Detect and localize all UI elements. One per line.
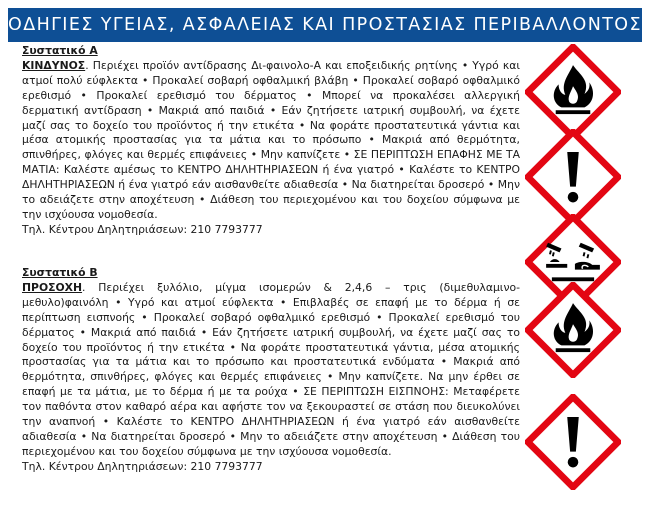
section-component-a [22, 44, 520, 238]
hazard-text [22, 59, 520, 223]
hazard-text [22, 281, 520, 460]
flame-icon [525, 282, 621, 378]
flame-icon [525, 44, 621, 140]
poison-center-phone: Τηλ. Κέντρου Δηλητηριάσεων: 210 7793777 [22, 222, 263, 236]
section-component-b [22, 266, 520, 475]
signal-word: ΠΡΟΣΟΧΗ [22, 280, 83, 294]
exclamation-icon [525, 394, 621, 490]
poison-center-phone: Τηλ. Κέντρου Δηλητηριάσεων: 210 7793777 [22, 459, 263, 473]
hazard-statements: . Περιέχει προϊόν αντίδρασης Δι-φαινολο-Α και εποξειδικής ρητίνης • Υγρό και ατμοί πολύ εύφλεκτα • Προκαλεί σοβαρή οφθαλμική βλάβη • Προκαλεί σοβαρό οφθαλμικό ερεθισμό • Προκαλεί ερεθισμό του δέρματος • Μπορεί να προκαλέσει αλλεργική δερματική αντίδραση • Μακριά από παιδιά • Εάν ζητήσετε ιατρική συμβουλή, να έχετε μαζί σας το δοχείο του προϊόντος ή την ετικέτα • Να φοράτε προστατευτικά γάντια και μέσα ατομικής προστασίας για τα μάτια και το πρόσωπο • Μακριά από θερμότητα, σπινθήρες, φλόγες και θερμές επιφάνειες • Μην καπνίζετε • ΣΕ ΠΕΡΙΠΤΩΣΗ ΕΠΑΦΗΣ ΜΕ ΤΑ ΜΑΤΙΑ: Καλέστε αμέσως το ΚΕΝΤΡΟ ΔΗΛΗΤΗΡΙΑΣΕΩΝ ή ένα γιατρό • Καλέστε το ΚΕΝΤΡΟ ΔΗΛΗΤΗΡΙΑΣΕΩΝ ή ένα γιατρό εάν αισθανθείτε αδιαθεσία • Να διατηρείται δροσερό • Μην το αδειάζετε στην αποχέτευση • Διάθεση του περιεχομένου και του δοχείου σύμφωνα με την ισχύουσα νομοθεσία. [22, 58, 520, 221]
signal-word: ΚΙΝΔΥΝΟΣ [22, 58, 86, 72]
section-title: Συστατικό Α [22, 44, 98, 57]
section-title: Συστατικό Β [22, 266, 98, 279]
page-title: ΟΔΗΓΙΕΣ ΥΓΕΙΑΣ, ΑΣΦΑΛΕΙΑΣ ΚΑΙ ΠΡΟΣΤΑΣΙΑΣ ΠΕΡΙΒΑΛΛΟΝΤΟΣ [8, 15, 642, 35]
page-title-banner [8, 8, 642, 42]
hazard-statements: . Περιέχει ξυλόλιο, μίγμα ισομερών & 2,4,6 – τρις (διμεθυλαμινο-μεθυλο)φαινόλη • Υγρό και ατμοί εύφλεκτα • Επιβλαβές σε επαφή με το δέρμα ή σε περίπτωση εισπνοής • Προκαλεί σοβαρό οφθαλμικό ερεθισμό • Προκαλεί ερεθισμό του δέρματος • Μακριά από παιδιά • Εάν ζητήσετε ιατρική συμβουλή, να έχετε μαζί σας το δοχείο του προϊόντος ή την ετικέτα • Να φοράτε προστατευτικά γάντια, μέσα ατομικής προστασίας για τα μάτια και το πρόσωπο και προστατευτικά ενδύματα • Μακριά από θερμότητα, σπινθήρες, φλόγες και θερμές επιφάνειες • Μην καπνίζετε. Να μην έρθει σε επαφή με τα μάτια, με το δέρμα ή με τα ρούχα • ΣΕ ΠΕΡΙΠΤΩΣΗ ΕΙΣΠΝΟΗΣ: Μεταφέρετε τον παθόντα στον καθαρό αέρα και αφήστε τον να ξεκουραστεί σε στάση που διευκολύνει την αναπνοή • Καλέστε το ΚΕΝΤΡΟ ΔΗΛΗΤΗΡΙΑΣΕΩΝ ή ένα γιατρό εάν αισθανθείτε αδιαθεσία • Να διατηρείται δροσερό • Μην το αδειάζετε στην αποχέτευση • Διάθεση του περιεχομένου και του δοχείου σύμφωνα με την ισχύουσα νομοθεσία. [22, 280, 520, 458]
exclamation-icon [525, 129, 621, 225]
